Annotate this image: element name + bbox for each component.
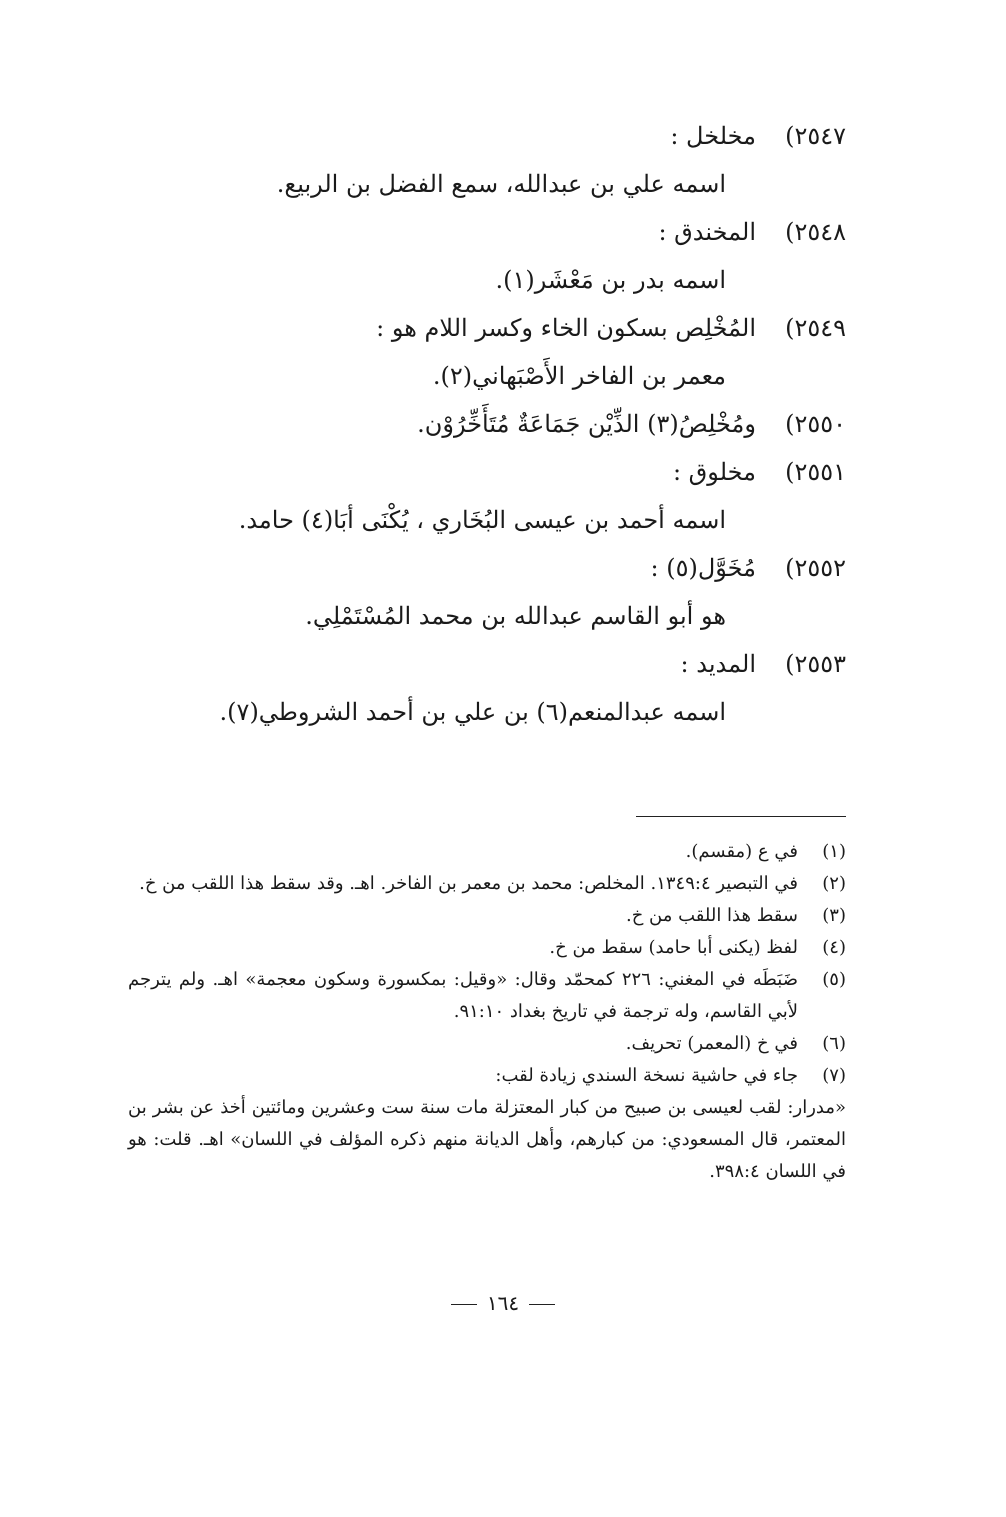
entry-heading: مُخَوَّل(٥) : (650, 554, 756, 582)
entry-2553 (126, 640, 846, 736)
entry-number: ٢٥٥١) (785, 458, 846, 486)
entry-body: اسمه أحمد بن عيسى البُخَاري ، يُكْنَى أبَا(٤) حامد. (238, 506, 726, 534)
entry-2548 (126, 208, 846, 304)
footnote-number: (٧) (822, 1065, 846, 1086)
footnote-text: سقط هذا اللقب من خ. (625, 905, 798, 926)
entry-number: ٢٥٤٩) (785, 314, 846, 342)
footnote-number: (٢) (822, 873, 846, 894)
footnotes (128, 836, 846, 1188)
entry-number: ٢٥٤٨) (785, 218, 846, 246)
entry-body: معمر بن الفاخر الأَصْبَهاني(٢). (432, 362, 726, 390)
footnote-6 (128, 1028, 846, 1060)
entry-heading: المخندق : (658, 218, 756, 246)
folio-dash (529, 1304, 555, 1305)
footnote-7 (128, 1060, 846, 1092)
entry-body: اسمه عبدالمنعم(٦) بن علي بن أحمد الشروطي(٧). (219, 698, 726, 726)
entry-number: ٢٥٥٢) (785, 554, 846, 582)
footnote-number: (٣) (822, 905, 846, 926)
entry-number: ٢٥٤٧) (785, 122, 846, 150)
footnote-2 (128, 868, 846, 900)
entry-heading: المُخْلِص بسكون الخاء وكسر اللام هو : (376, 314, 756, 342)
footnote-3 (128, 900, 846, 932)
footnote-1 (128, 836, 846, 868)
entry-body: اسمه علي بن عبدالله، سمع الفضل بن الربيع. (276, 170, 726, 198)
entry-heading: مخلخل : (670, 122, 756, 150)
footnote-text: في خ (المعمر) تحريف. (625, 1033, 798, 1054)
page-number-footer (0, 1288, 1006, 1318)
footnote-text: جاء في حاشية نسخة السندي زيادة لقب: (495, 1065, 798, 1086)
footnote-number: (٦) (822, 1033, 846, 1054)
entry-2551 (126, 448, 846, 544)
entry-body: هو أبو القاسم عبدالله بن محمد المُسْتَمْلِي. (305, 602, 726, 630)
footnote-number: (١) (822, 841, 846, 862)
footnote-text: في ع (مقسم). (685, 841, 798, 862)
footnote-text: ضَبَطَه في المغني: ٢٢٦ كمحمّد وقال: «وقيل: بمكسورة وسكون معجمة» اهـ. ولم يترجم لأبي القاسم، وله ترجمة في تاريخ بغداد ٩١:١٠. (128, 969, 798, 1022)
footnote-7-quote: «مدرار: لقب لعيسى بن صبيح من كبار المعتزلة مات سنة ست وعشرين ومائتين أخذ عن بشر بن المعتمر، قال المسعودي: من كبارهم، وأهل الديانة منهم ذكره المؤلف في اللسان» اهـ. قلت: هو في اللسان ٣٩٨:٤. (128, 1097, 846, 1182)
entry-2549 (126, 304, 846, 400)
footnote-number: (٤) (822, 937, 846, 958)
entry-2552 (126, 544, 846, 640)
entry-number: ٢٥٥٠) (785, 410, 846, 438)
footnote-text: لفظ (يكنى أبا حامد) سقط من خ. (549, 937, 798, 958)
entry-heading: المديد : (680, 650, 756, 678)
entry-2547 (126, 112, 846, 208)
page-number: ١٦٤ (486, 1291, 520, 1315)
footnote-text: في التبصير ١٣٤٩:٤. المخلص: محمد بن معمر بن الفاخر. اهـ. وقد سقط هذا اللقب من خ. (139, 873, 798, 894)
folio-dash (451, 1304, 477, 1305)
footnote-number: (٥) (822, 969, 846, 990)
footnote-separator (636, 816, 846, 817)
entry-heading: ومُخْلِصُ(٣) الذِّيْن جَمَاعَةٌ مُتَأَخِّرُوْن. (417, 410, 756, 438)
footnote-5 (128, 964, 846, 1028)
entry-2550 (126, 400, 846, 448)
footnote-4 (128, 932, 846, 964)
entries-list (126, 112, 846, 736)
entry-number: ٢٥٥٣) (785, 650, 846, 678)
entry-heading: مخلوق : (672, 458, 756, 486)
entry-body: اسمه بدر بن مَعْشَر(١). (495, 266, 726, 294)
